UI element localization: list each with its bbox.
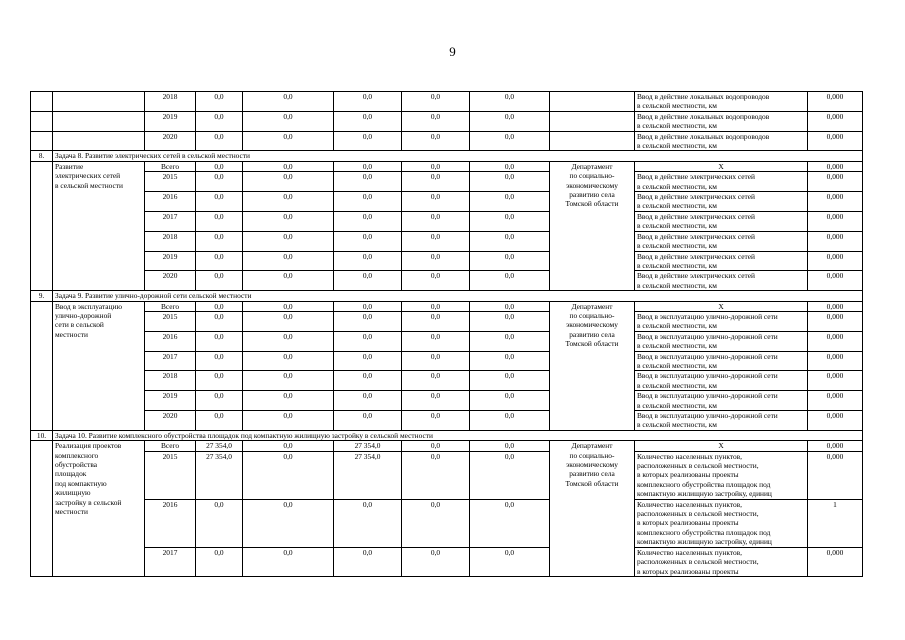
amount-cell: 0,0: [470, 172, 550, 192]
indicator-value-cell: 0,000: [808, 311, 863, 331]
year-cell: Всего: [145, 301, 196, 311]
year-cell: 2017: [145, 351, 196, 371]
task-title: Задача 10. Развитие комплексного обустройства площадок под компактную жилищную застройку в сельской местности: [53, 430, 863, 440]
table-row: [31, 131, 863, 151]
amount-cell: 0,0: [470, 211, 550, 231]
amount-cell: 0,0: [334, 331, 402, 351]
executor-cell: Департамент по социально- экономическому развитию села Томской области: [550, 441, 635, 577]
amount-cell: 0,0: [470, 271, 550, 291]
amount-cell: 0,0: [334, 271, 402, 291]
indicator-cell: Ввод в действие электрических сетей в сельской местности, км: [635, 172, 808, 192]
amount-cell: 0,0: [470, 311, 550, 331]
indicator-cell: Ввод в действие электрических сетей в сельской местности, км: [635, 211, 808, 231]
amount-cell: 0,0: [402, 311, 470, 331]
table-row: [31, 231, 863, 251]
table-row: [31, 311, 863, 331]
table-row: [31, 391, 863, 411]
amount-cell: 0,0: [196, 251, 243, 271]
indicator-cell: Количество населенных пунктов, расположенных в сельской местности, в которых реализованы проекты комплексного обустройства площадок под компактную жилищную застройку, единиц: [635, 451, 808, 499]
measure-cell: [53, 111, 145, 131]
amount-cell: 0,0: [243, 411, 334, 431]
amount-cell: 0,0: [470, 411, 550, 431]
indicator-value-cell: 0,000: [808, 92, 863, 112]
table-row: [31, 192, 863, 212]
amount-cell: 0,0: [243, 451, 334, 499]
amount-cell: 0,0: [334, 192, 402, 212]
amount-cell: 0,0: [470, 391, 550, 411]
indicator-cell: Х: [635, 441, 808, 451]
amount-cell: 0,0: [402, 231, 470, 251]
table-row: [31, 499, 863, 547]
amount-cell: 0,0: [470, 351, 550, 371]
amount-cell: 0,0: [402, 499, 470, 547]
year-cell: 2017: [145, 547, 196, 576]
indicator-value-cell: 0,000: [808, 172, 863, 192]
table-row: [31, 172, 863, 192]
indicator-value-cell: 0,000: [808, 161, 863, 171]
num-cell: [31, 301, 53, 430]
table-row: [31, 211, 863, 231]
year-cell: 2015: [145, 172, 196, 192]
amount-cell: 0,0: [402, 92, 470, 112]
measure-cell: [53, 92, 145, 112]
amount-cell: 0,0: [243, 441, 334, 451]
table-row: [31, 331, 863, 351]
executor-cell: [550, 92, 635, 112]
amount-cell: 0,0: [196, 547, 243, 576]
amount-cell: 0,0: [334, 211, 402, 231]
amount-cell: 0,0: [334, 231, 402, 251]
amount-cell: 0,0: [470, 499, 550, 547]
amount-cell: 0,0: [243, 92, 334, 112]
table-row: [31, 301, 863, 311]
indicator-value-cell: 0,000: [808, 547, 863, 576]
executor-cell: [550, 111, 635, 131]
amount-cell: 0,0: [470, 192, 550, 212]
amount-cell: 0,0: [402, 161, 470, 171]
amount-cell: 27 354,0: [334, 451, 402, 499]
program-table: [30, 91, 863, 577]
table-row: [31, 451, 863, 499]
indicator-cell: Количество населенных пунктов, расположенных в сельской местности, в которых реализованы проекты комплексного обустройства площадок под компактную жилищную застройку, единиц: [635, 499, 808, 547]
indicator-value-cell: 0,000: [808, 131, 863, 151]
amount-cell: 0,0: [243, 161, 334, 171]
amount-cell: 0,0: [402, 391, 470, 411]
indicator-value-cell: 0,000: [808, 411, 863, 431]
amount-cell: 0,0: [196, 231, 243, 251]
indicator-value-cell: 0,000: [808, 371, 863, 391]
amount-cell: 0,0: [470, 251, 550, 271]
amount-cell: 0,0: [243, 301, 334, 311]
amount-cell: 0,0: [402, 441, 470, 451]
amount-cell: 0,0: [196, 271, 243, 291]
amount-cell: 0,0: [334, 92, 402, 112]
year-cell: 2019: [145, 111, 196, 131]
table-row: [31, 547, 863, 576]
table-row: [31, 111, 863, 131]
amount-cell: 27 354,0: [196, 441, 243, 451]
amount-cell: 0,0: [402, 192, 470, 212]
amount-cell: 0,0: [196, 311, 243, 331]
amount-cell: 0,0: [470, 231, 550, 251]
task-number: 9.: [31, 291, 53, 301]
amount-cell: 0,0: [196, 211, 243, 231]
amount-cell: 0,0: [334, 161, 402, 171]
indicator-cell: Ввод в действие локальных водопроводов в сельской местности, км: [635, 131, 808, 151]
indicator-cell: Ввод в эксплуатацию улично-дорожной сети в сельской местности, км: [635, 371, 808, 391]
executor-cell: Департамент по социально- экономическому развитию села Томской области: [550, 301, 635, 430]
amount-cell: 0,0: [243, 371, 334, 391]
year-cell: 2015: [145, 451, 196, 499]
amount-cell: 0,0: [402, 271, 470, 291]
task-header-row: [31, 291, 863, 301]
amount-cell: 0,0: [196, 301, 243, 311]
amount-cell: 0,0: [243, 231, 334, 251]
table-row: [31, 161, 863, 171]
table-row: [31, 351, 863, 371]
amount-cell: 0,0: [402, 411, 470, 431]
year-cell: 2016: [145, 331, 196, 351]
amount-cell: 0,0: [334, 411, 402, 431]
amount-cell: 0,0: [196, 111, 243, 131]
amount-cell: 0,0: [243, 131, 334, 151]
indicator-value-cell: 0,000: [808, 192, 863, 212]
amount-cell: 0,0: [196, 391, 243, 411]
amount-cell: 0,0: [196, 371, 243, 391]
year-cell: 2020: [145, 271, 196, 291]
indicator-cell: Ввод в эксплуатацию улично-дорожной сети в сельской местности, км: [635, 391, 808, 411]
amount-cell: 0,0: [243, 271, 334, 291]
amount-cell: 0,0: [402, 211, 470, 231]
amount-cell: 0,0: [402, 371, 470, 391]
amount-cell: 0,0: [334, 131, 402, 151]
year-cell: 2016: [145, 499, 196, 547]
year-cell: 2019: [145, 391, 196, 411]
amount-cell: 0,0: [334, 351, 402, 371]
amount-cell: 0,0: [334, 499, 402, 547]
amount-cell: 0,0: [402, 547, 470, 576]
amount-cell: 0,0: [243, 351, 334, 371]
measure-cell: Ввод в эксплуатацию улично-дорожной сети в сельской местности: [53, 301, 145, 430]
amount-cell: 0,0: [470, 301, 550, 311]
indicator-value-cell: 0,000: [808, 111, 863, 131]
num-cell: [31, 92, 53, 112]
indicator-value-cell: 0,000: [808, 451, 863, 499]
year-cell: 2018: [145, 231, 196, 251]
amount-cell: 0,0: [402, 172, 470, 192]
amount-cell: 0,0: [470, 441, 550, 451]
amount-cell: 0,0: [196, 499, 243, 547]
amount-cell: 0,0: [470, 161, 550, 171]
indicator-value-cell: 0,000: [808, 391, 863, 411]
amount-cell: 0,0: [402, 451, 470, 499]
amount-cell: 0,0: [402, 251, 470, 271]
year-cell: 2020: [145, 411, 196, 431]
amount-cell: 0,0: [196, 331, 243, 351]
indicator-cell: Х: [635, 301, 808, 311]
amount-cell: 0,0: [334, 371, 402, 391]
task-header-row: [31, 430, 863, 440]
amount-cell: 0,0: [334, 391, 402, 411]
amount-cell: 0,0: [470, 371, 550, 391]
year-cell: 2020: [145, 131, 196, 151]
executor-cell: Департамент по социально- экономическому развитию села Томской области: [550, 161, 635, 290]
amount-cell: 0,0: [402, 331, 470, 351]
indicator-cell: Ввод в действие локальных водопроводов в сельской местности, км: [635, 92, 808, 112]
indicator-value-cell: 0,000: [808, 301, 863, 311]
amount-cell: 0,0: [243, 499, 334, 547]
task-title: Задача 8. Развитие электрических сетей в сельской местности: [53, 151, 863, 161]
year-cell: 2018: [145, 371, 196, 391]
task-number: 10.: [31, 430, 53, 440]
num-cell: [31, 441, 53, 577]
amount-cell: 0,0: [196, 92, 243, 112]
indicator-value-cell: 1: [808, 499, 863, 547]
executor-cell: [550, 131, 635, 151]
amount-cell: 0,0: [243, 172, 334, 192]
table-row: [31, 271, 863, 291]
num-cell: [31, 161, 53, 290]
indicator-cell: Ввод в эксплуатацию улично-дорожной сети в сельской местности, км: [635, 411, 808, 431]
table-row: [31, 441, 863, 451]
amount-cell: 0,0: [243, 331, 334, 351]
indicator-value-cell: 0,000: [808, 351, 863, 371]
indicator-cell: Ввод в эксплуатацию улично-дорожной сети в сельской местности, км: [635, 351, 808, 371]
page-number: 9: [449, 44, 456, 59]
year-cell: 2018: [145, 92, 196, 112]
amount-cell: 0,0: [196, 131, 243, 151]
amount-cell: 0,0: [402, 351, 470, 371]
indicator-cell: Ввод в эксплуатацию улично-дорожной сети в сельской местности, км: [635, 331, 808, 351]
indicator-cell: Ввод в действие электрических сетей в сельской местности, км: [635, 231, 808, 251]
table-row: [31, 411, 863, 431]
amount-cell: 0,0: [470, 547, 550, 576]
indicator-value-cell: 0,000: [808, 251, 863, 271]
amount-cell: 0,0: [470, 111, 550, 131]
amount-cell: 0,0: [470, 331, 550, 351]
year-cell: Всего: [145, 441, 196, 451]
year-cell: Всего: [145, 161, 196, 171]
year-cell: 2015: [145, 311, 196, 331]
amount-cell: 0,0: [334, 311, 402, 331]
amount-cell: 0,0: [402, 111, 470, 131]
task-title: Задача 9. Развитие улично-дорожной сети сельской местности: [53, 291, 863, 301]
table-row: [31, 371, 863, 391]
indicator-cell: Ввод в действие электрических сетей в сельской местности, км: [635, 251, 808, 271]
table-row: [31, 92, 863, 112]
amount-cell: 27 354,0: [196, 451, 243, 499]
amount-cell: 0,0: [243, 211, 334, 231]
indicator-value-cell: 0,000: [808, 331, 863, 351]
amount-cell: 0,0: [243, 547, 334, 576]
amount-cell: 0,0: [243, 192, 334, 212]
amount-cell: 0,0: [196, 192, 243, 212]
indicator-cell: Ввод в действие электрических сетей в сельской местности, км: [635, 192, 808, 212]
amount-cell: 0,0: [470, 92, 550, 112]
amount-cell: 0,0: [334, 301, 402, 311]
indicator-cell: Х: [635, 161, 808, 171]
amount-cell: 0,0: [196, 161, 243, 171]
num-cell: [31, 131, 53, 151]
amount-cell: 0,0: [243, 391, 334, 411]
amount-cell: 0,0: [196, 351, 243, 371]
amount-cell: 0,0: [243, 111, 334, 131]
indicator-cell: Ввод в эксплуатацию улично-дорожной сети в сельской местности, км: [635, 311, 808, 331]
indicator-value-cell: 0,000: [808, 271, 863, 291]
year-cell: 2017: [145, 211, 196, 231]
indicator-cell: Ввод в действие электрических сетей в сельской местности, км: [635, 271, 808, 291]
amount-cell: 0,0: [334, 547, 402, 576]
amount-cell: 0,0: [334, 111, 402, 131]
amount-cell: 0,0: [243, 311, 334, 331]
indicator-value-cell: 0,000: [808, 211, 863, 231]
amount-cell: 0,0: [196, 172, 243, 192]
amount-cell: 27 354,0: [334, 441, 402, 451]
indicator-cell: Ввод в действие локальных водопроводов в сельской местности, км: [635, 111, 808, 131]
task-header-row: [31, 151, 863, 161]
amount-cell: 0,0: [334, 172, 402, 192]
year-cell: 2016: [145, 192, 196, 212]
measure-cell: Реализация проектов комплексного обустройства площадок под компактную жилищную застройку в сельской местности: [53, 441, 145, 577]
indicator-cell: Количество населенных пунктов, расположенных в сельской местности, в которых реализованы проекты: [635, 547, 808, 576]
measure-cell: Развитие электрических сетей в сельской местности: [53, 161, 145, 290]
measure-cell: [53, 131, 145, 151]
task-number: 8.: [31, 151, 53, 161]
amount-cell: 0,0: [470, 131, 550, 151]
amount-cell: 0,0: [196, 411, 243, 431]
num-cell: [31, 111, 53, 131]
amount-cell: 0,0: [243, 251, 334, 271]
amount-cell: 0,0: [402, 301, 470, 311]
year-cell: 2019: [145, 251, 196, 271]
amount-cell: 0,0: [334, 251, 402, 271]
table-row: [31, 251, 863, 271]
amount-cell: 0,0: [470, 451, 550, 499]
indicator-value-cell: 0,000: [808, 231, 863, 251]
amount-cell: 0,0: [402, 131, 470, 151]
indicator-value-cell: 0,000: [808, 441, 863, 451]
